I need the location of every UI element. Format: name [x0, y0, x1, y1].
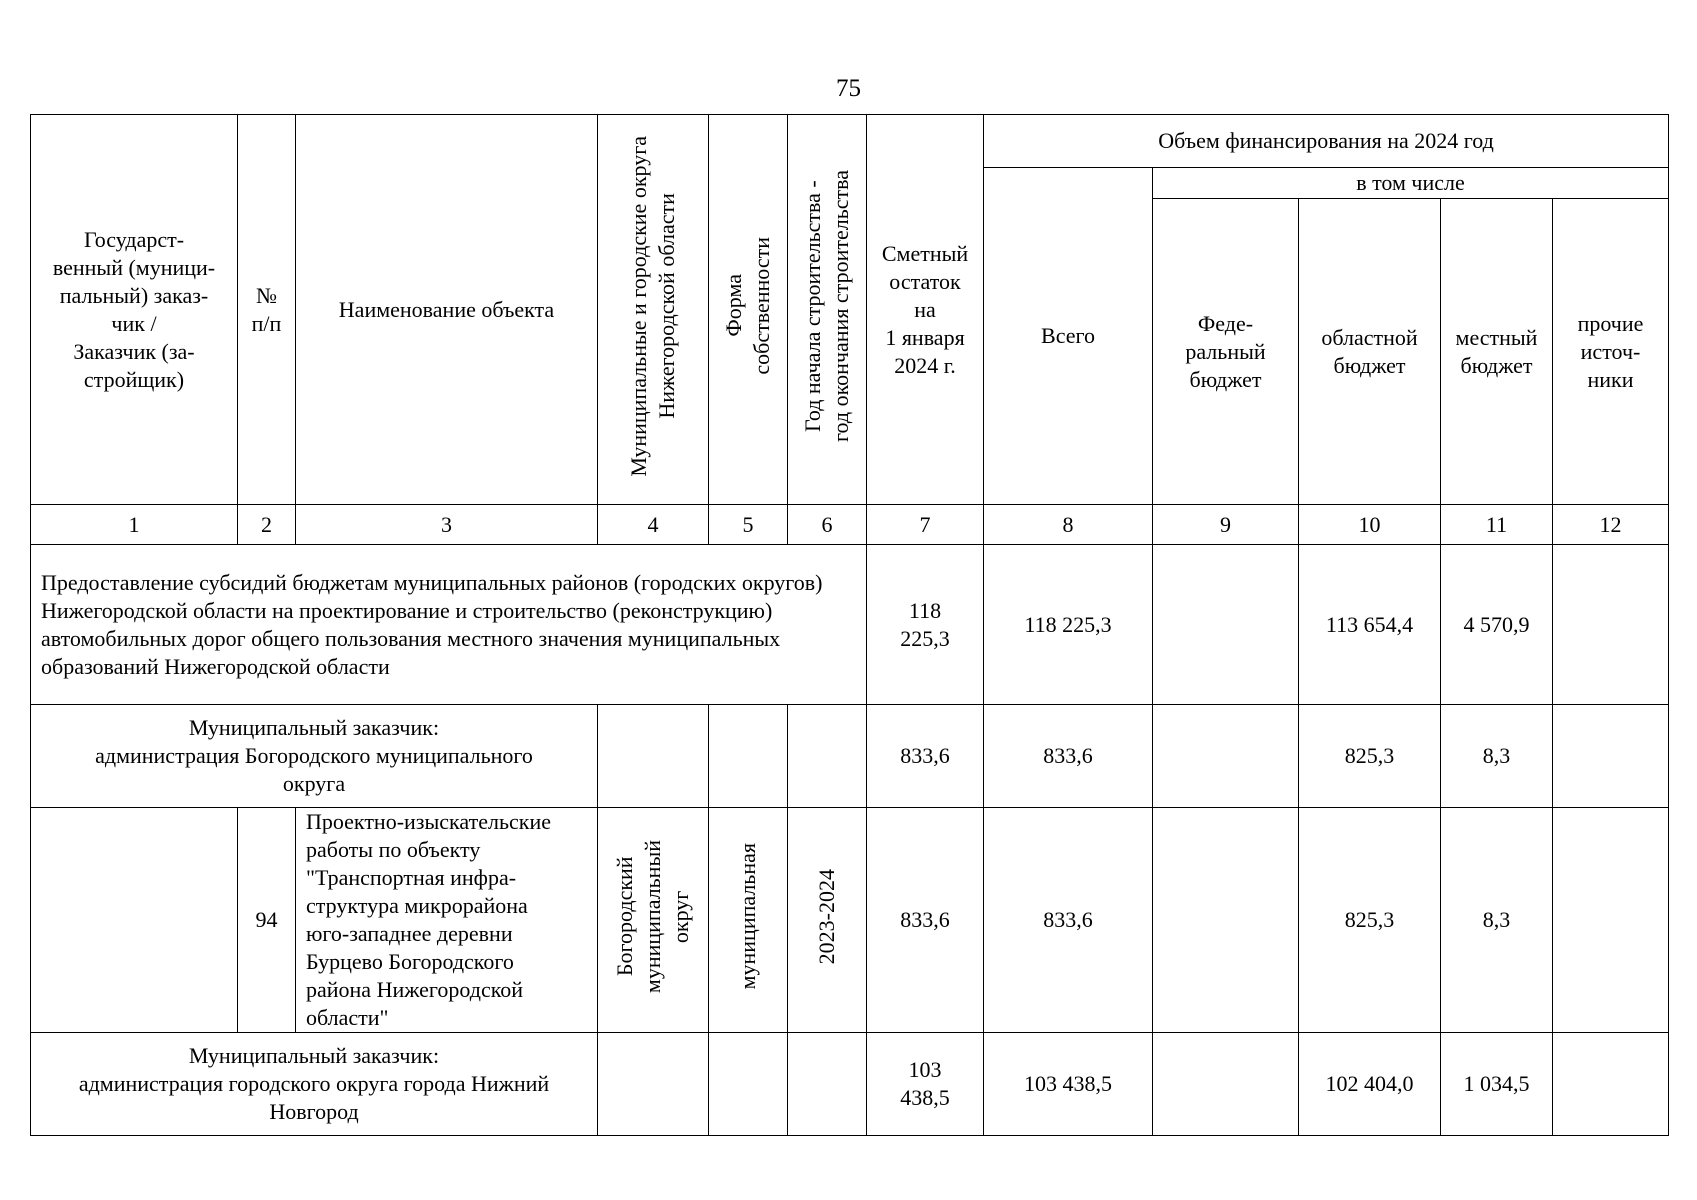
column-numbers-row: [31, 505, 1669, 545]
header-other: прочие источ- ники: [1553, 199, 1669, 505]
header-including: в том числе: [1153, 168, 1669, 199]
bogorodsk-total: 833,6: [984, 705, 1153, 808]
column-number: 8: [984, 505, 1153, 545]
nnovgorod-customer-row: [31, 1033, 1669, 1136]
object-regional: 825,3: [1299, 808, 1441, 1033]
header-funding: Объем финансирования на 2024 год: [984, 115, 1669, 168]
subsidy-local: 4 570,9: [1441, 545, 1553, 705]
nnovgorod-local: 1 034,5: [1441, 1033, 1553, 1136]
object-number: 94: [238, 808, 296, 1033]
header-customer: Государст- венный (муници- пальный) заказ- чик / Заказчик (за- стройщик): [31, 115, 238, 505]
subsidy-federal: [1153, 545, 1299, 705]
bogorodsk-other: [1553, 705, 1669, 808]
column-number: 5: [709, 505, 788, 545]
object-94-row: [31, 808, 1669, 1033]
header-estimate: Сметный остаток на 1 января 2024 г.: [867, 115, 984, 505]
page-number: 75: [836, 75, 861, 102]
object-municipality: Богородский муниципальный округ: [612, 839, 693, 994]
column-number: 6: [788, 505, 867, 545]
nnovgorod-federal: [1153, 1033, 1299, 1136]
financing-table: [30, 114, 1669, 1136]
nnovgorod-other: [1553, 1033, 1669, 1136]
object-years: 2023-2024: [814, 868, 839, 965]
subsidy-description: Предоставление субсидий бюджетам муниципальных районов (городских округов) Нижегородской области на проектирование и строительство (реконструкцию) автомобильных дорог общего пользования местного значения муниципальных образований Нижегородской области: [31, 545, 867, 705]
header-regional: областной бюджет: [1299, 199, 1441, 505]
column-number: 3: [296, 505, 598, 545]
object-federal: [1153, 808, 1299, 1033]
header-number: № п/п: [238, 115, 296, 505]
object-ownership: муниципальная: [735, 843, 760, 990]
bogorodsk-regional: 825,3: [1299, 705, 1441, 808]
bogorodsk-local: 8,3: [1441, 705, 1553, 808]
column-number: 10: [1299, 505, 1441, 545]
nnovgorod-total: 103 438,5: [984, 1033, 1153, 1136]
object-other: [1553, 808, 1669, 1033]
column-number: 1: [31, 505, 238, 545]
object-estimate: 833,6: [867, 808, 984, 1033]
nnovgorod-regional: 102 404,0: [1299, 1033, 1441, 1136]
subsidy-estimate: 118 225,3: [867, 545, 984, 705]
subsidy-regional: 113 654,4: [1299, 545, 1441, 705]
object-local: 8,3: [1441, 808, 1553, 1033]
bogorodsk-customer-row: [31, 705, 1669, 808]
object-name: Проектно-изыскательские работы по объекту "Транспортная инфра- структура микрорайона юго-западнее деревни Бурцево Богородского района Нижегородской области": [296, 808, 598, 1033]
nnovgorod-customer: Муниципальный заказчик: администрация городского округа города Нижний Новгород: [31, 1033, 598, 1136]
header-years: Год начала строительства - год окончания строительства: [800, 170, 853, 442]
column-number: 12: [1553, 505, 1669, 545]
bogorodsk-federal: [1153, 705, 1299, 808]
column-number: 9: [1153, 505, 1299, 545]
header-total: Всего: [984, 168, 1153, 505]
header-local: местный бюджет: [1441, 199, 1553, 505]
column-number: 11: [1441, 505, 1553, 545]
header-object-name: Наименование объекта: [296, 115, 598, 505]
column-number: 4: [598, 505, 709, 545]
header-ownership: Форма собственности: [721, 237, 774, 375]
nnovgorod-estimate: 103 438,5: [867, 1033, 984, 1136]
bogorodsk-estimate: 833,6: [867, 705, 984, 808]
column-number: 2: [238, 505, 296, 545]
subsidy-other: [1553, 545, 1669, 705]
header-municipality: Муниципальные и городские округа Нижегородской области: [626, 135, 679, 477]
object-total: 833,6: [984, 808, 1153, 1033]
subsidy-total: 118 225,3: [984, 545, 1153, 705]
column-number: 7: [867, 505, 984, 545]
header-federal: Феде- ральный бюджет: [1153, 199, 1299, 505]
bogorodsk-customer: Муниципальный заказчик: администрация Богородского муниципального округа: [31, 705, 598, 808]
subsidy-row: [31, 545, 1669, 705]
